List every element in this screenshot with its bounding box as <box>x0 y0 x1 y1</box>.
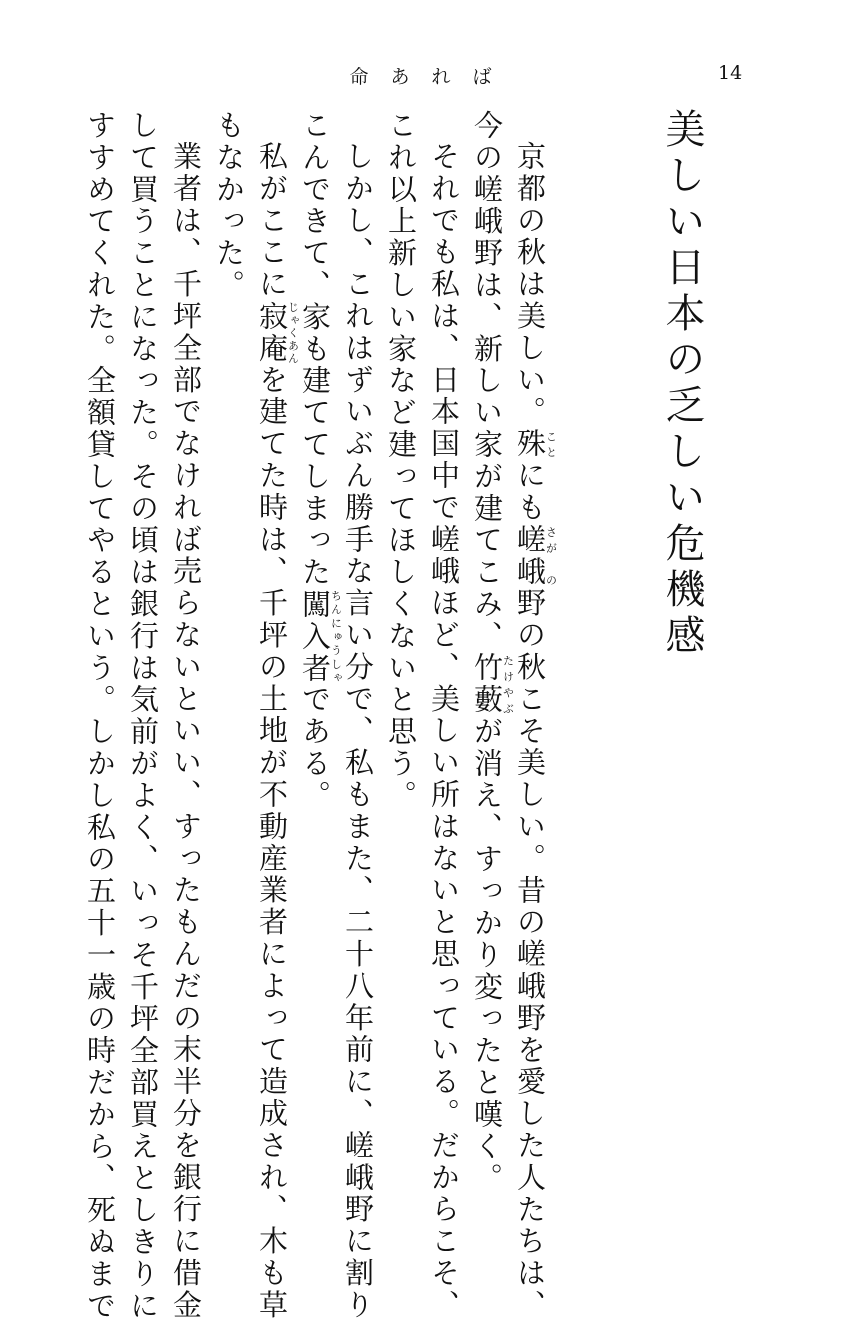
running-title: 命あれば <box>349 66 514 88</box>
body-line: もなかった。 <box>212 110 246 302</box>
body-line: 業者は、千坪全部でなければ売らないといい、すったもんだの末半分を銀行に借金 <box>169 141 203 1322</box>
ruby-word: 嵯峨さが の <box>513 523 558 588</box>
page-number: 14 <box>718 62 743 84</box>
ruby-word: 寂庵じゃくあん <box>255 300 300 365</box>
body-line: して買うことになった。その頃は銀行は気前がよく、いっそ千坪全部買えとしきりに <box>126 110 160 1322</box>
ruby-word: 竹藪たけやぶ <box>470 652 515 717</box>
body-line: 今の嵯峨野は、新しい家が建てこみ、竹藪たけやぶが消え、すっかり変ったと嘆く。 <box>470 110 515 1195</box>
body-line: それでも私は、日本国中で嵯峨ほど、美しい所はないと思っている。だからこそ、 <box>427 141 461 1322</box>
body-line: しかし、これはずいぶん勝手な言い分で、私もまた、二十八年前に、嵯峨野に割り <box>341 141 375 1322</box>
ruby-word: 闖入者ちんにゅうしゃ <box>298 588 343 685</box>
ruby-word: 殊こと <box>513 428 558 461</box>
chapter-title: 美しい日本の乏しい危機感 <box>659 108 705 660</box>
body-line: これ以上新しい家など建ってほしくないと思う。 <box>384 110 418 812</box>
body-line: こんできて、家も建ててしまった闖入者ちんにゅうしゃである。 <box>298 110 343 812</box>
body-line: すすめてくれた。全額貸してやるという。しかし私の五十一歳の時だから、死ぬまで <box>83 110 117 1322</box>
body-line: 京都の秋は美しい。殊ことにも嵯峨さが の野の秋こそ美しい。昔の嵯峨野を愛した人たちは、 <box>513 141 558 1322</box>
body-line: 私がここに寂庵じゃくあんを建てた時は、千坪の土地が不動産業者によって造成され、木も草 <box>255 141 300 1322</box>
